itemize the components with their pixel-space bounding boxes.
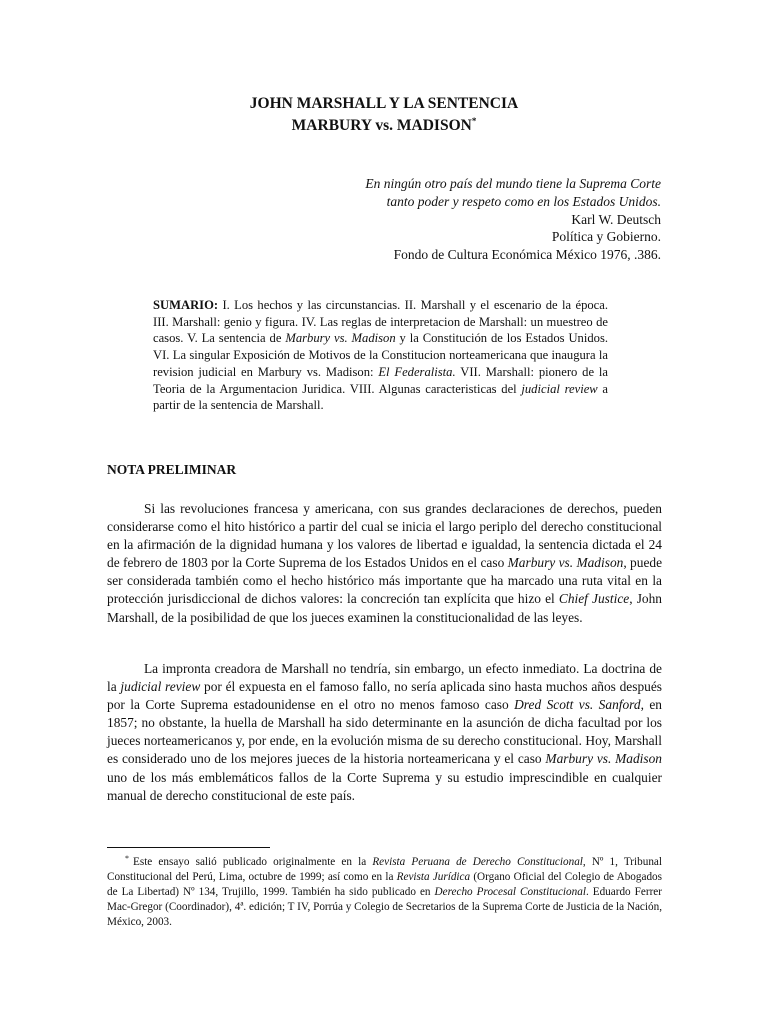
epigraph [300,175,661,264]
footnote-separator [107,847,270,848]
epigraph-author: Karl W. Deutsch [571,211,661,227]
epigraph-quote-line-1: En ningún otro país del mundo tiene la Suprema Corte [365,176,661,191]
footnote: * Este ensayo salió publicado originalmente en la Revista Peruana de Derecho Constitucional, Nº 1, Tribunal Constitucional del Perú, Lima, octubre de 1999; así como en la Revista Jurídica (Organo Oficial del Colegio de Abogados de La Libertad) Nº 134, Trujillo, 1999. También ha sido publicado en Derecho Procesal Constitucional. Eduardo Ferrer Mac-Gregor (Coordinador), 4ª. edición; T IV, Porrúa y Colegio de Secretarios de la Suprema Corte de Justicia de la Nación, México, 2003. [107,854,663,929]
paragraph-2: La impronta creadora de Marshall no tendría, sin embargo, un efecto inmediato. La doctrina de la judicial review por él expuesta en el famoso fallo, no sería aplicada sino hasta muchos años después por la Corte Suprema estadounidense en el otro no menos famoso caso Dred Scott vs. Sanford, en 1857; no obstante, la huella de Marshall ha sido determinante en la asunción de dicha facultad por los jueces norteamericanos y, por ende, en la evolución misma de su derecho constitucional. Hoy, Marshall es considerado uno de los mejores jueces de la historia norteamericana y el caso Marbury vs. Madison uno de los más emblemáticos fallos de la Corte Suprema y su estudio imprescindible en cualquier manual de derecho constitucional de este país. [107,661,663,803]
title-line-2: MARBURY vs. MADISON* [291,116,477,134]
title-line-1: JOHN MARSHALL Y LA SENTENCIA [249,95,519,112]
footnote-marker: * [125,854,129,863]
epigraph-quote-line-2: tanto poder y respeto como en los Estados Unidos. [386,193,661,209]
paragraph-1: Si las revoluciones francesa y americana, con sus grandes declaraciones de derechos, pueden considerarse como el hito histórico a partir del cual se inicia el largo periplo del derecho constitucional en la afirmación de la dignidad humana y los valores de libertad e igualdad, la sentencia dictada el 24 de febrero de 1803 por la Corte Suprema de los Estados Unidos en el caso Marbury vs. Madison, puede ser considerada también como el hecho histórico más importante que ha marcado una ruta vital en la protección jurisdiccional de dichos valores: la concreción tan explícita que hizo el Chief Justice, John Marshall, de la posibilidad de que los jueces examinen la constitucionalidad de las leyes. [107,501,663,625]
title-footnote-marker: * [471,116,477,126]
section-heading: NOTA PRELIMINAR [107,462,237,477]
summary-block: SUMARIO: I. Los hechos y las circunstancias. II. Marshall y el escenario de la época. III. Marshall: genio y figura. IV. Las reglas de interpretacion de Marshall: un muestreo de casos. V. La sentencia de Marbury vs. Madison y la Constitución de los Estados Unidos. VI. La singular Exposición de Motivos de la Constitucion norteamericana que inaugura la revision judicial en Marbury vs. Madison: El Federalista. VII. Marshall: pionero de la Teoria de la Argumentacion Juridica. VIII. Algunas caracteristicas del judicial review a partir de la sentencia de Marshall. [153,298,608,413]
epigraph-work: Política y Gobierno. [551,229,661,245]
epigraph-publisher: Fondo de Cultura Económica México 1976, .386. [393,247,661,263]
summary-label: SUMARIO: [153,298,219,312]
